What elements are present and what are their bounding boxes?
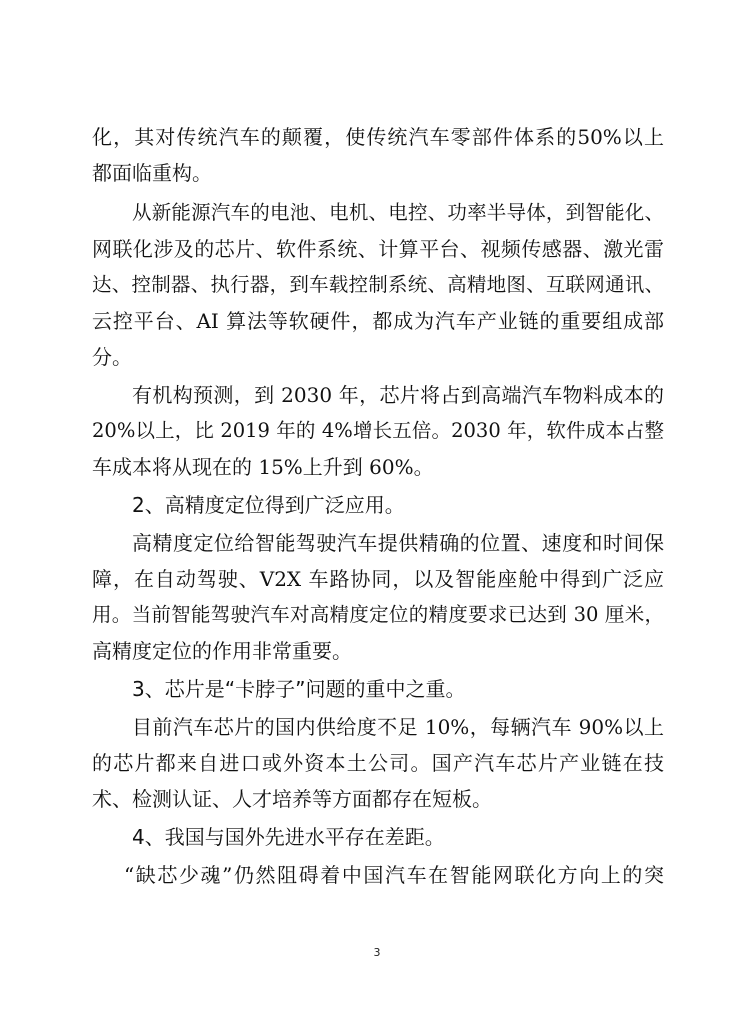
text-line: 有机构预测，到 2030 年，芯片将占到高端汽车物料成本的 (132, 383, 664, 407)
text-line: 分。 (92, 345, 132, 369)
text-line: 网联化涉及的芯片、软件系统、计算平台、视频传感器、激光雷 (92, 237, 664, 261)
text-line: 从新能源汽车的电池、电机、电控、功率半导体，到智能化、 (132, 201, 664, 224)
text-line: 云控平台、AI 算法等软硬件，都成为汽车产业链的重要组成部 (92, 309, 664, 333)
text-line: 用。当前智能驾驶汽车对高精度定位的精度要求已达到 30 厘米， (92, 603, 664, 626)
text-line: 车成本将从现在的 15%上升到 60%。 (92, 455, 434, 479)
text-line: 达、控制器、执行器，到车载控制系统、高精地图、互联网通讯、 (92, 273, 664, 296)
text-line: 都面临重构。 (92, 161, 212, 185)
text-line: 高精度定位给智能驾驶汽车提供精确的位置、速度和时间保 (132, 531, 664, 555)
text-line: 的芯片都来自进口或外资本土公司。国产汽车芯片产业链在技 (92, 751, 664, 775)
text-line: 术、检测认证、人才培养等方面都存在短板。 (92, 787, 492, 811)
text-line: 障，在自动驾驶、V2X 车路协同，以及智能座舱中得到广泛应 (92, 567, 664, 591)
page-number: 3 (373, 946, 381, 959)
section-heading: 4、我国与国外先进水平存在差距。 (132, 825, 445, 849)
text-line: 化，其对传统汽车的颠覆，使传统汽车零部件体系的50%以上 (92, 125, 664, 149)
section-heading: 2、高精度定位得到广泛应用。 (132, 493, 405, 517)
text-line: 20%以上，比 2019 年的 4%增长五倍。2030 年，软件成本占整 (92, 419, 664, 442)
text-line: 高精度定位的作用非常重要。 (92, 639, 352, 663)
text-line: 目前汽车芯片的国内供给度不足 10%，每辆汽车 90%以上 (132, 715, 664, 739)
text-line: “缺芯少魂”仍然阻碍着中国汽车在智能网联化方向上的突 (124, 863, 664, 887)
section-heading: 3、芯片是“卡脖子”问题的重中之重。 (132, 677, 466, 701)
